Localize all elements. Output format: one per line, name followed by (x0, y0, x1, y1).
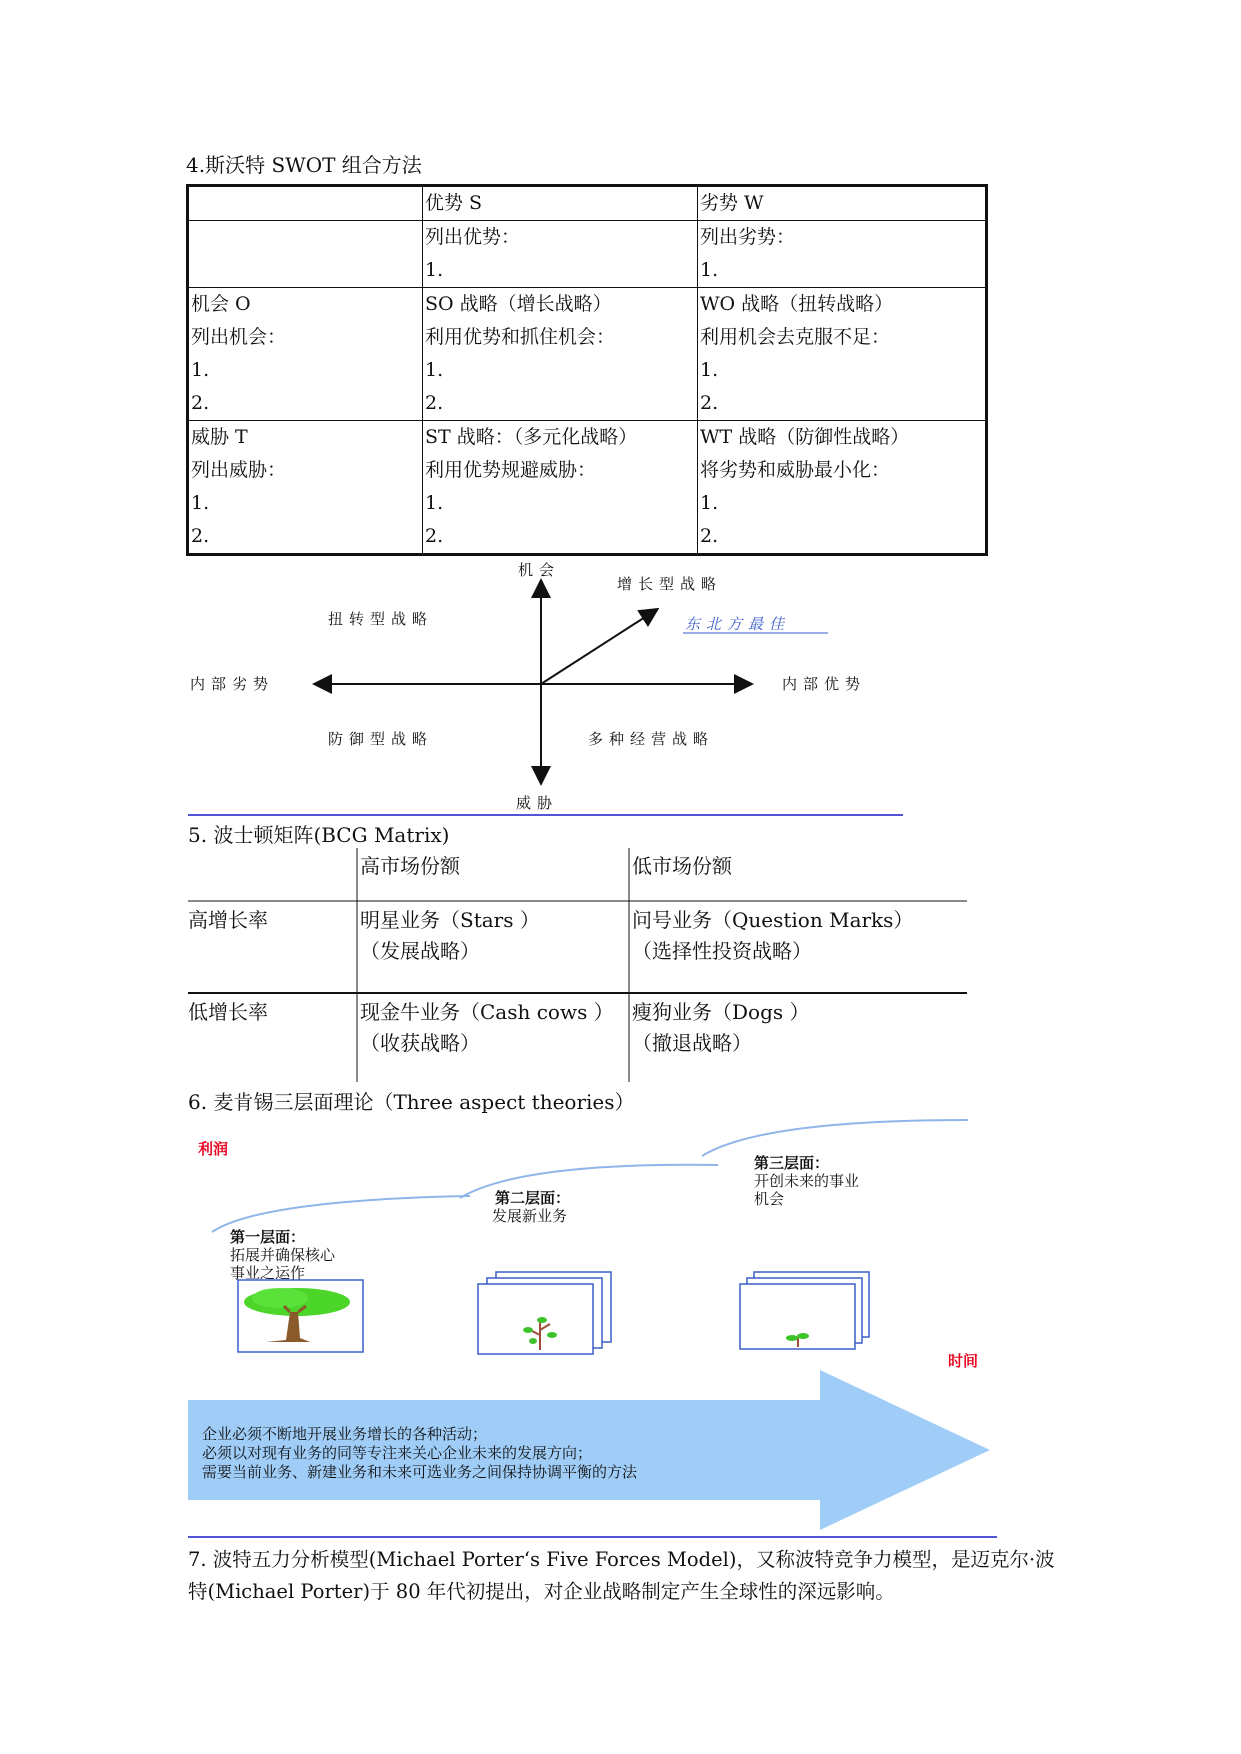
cell-line: WO 战略（扭转战略） (700, 293, 894, 315)
cell-line: 2. (425, 392, 444, 414)
cell-line: 1. (425, 259, 444, 281)
cell-line: 1. (700, 259, 719, 281)
horizon-1-title: 第一层面： (230, 1228, 306, 1246)
cell-line: 列出劣势： (700, 226, 796, 248)
best-direction-note: 东北方最佳 (685, 615, 791, 633)
horizon-1-desc-line: 拓展并确保核心 (230, 1246, 336, 1264)
cell-line: 利用优势规避威胁： (425, 459, 597, 481)
bcg-cash: 现金牛业务（Cash cows ） (360, 1000, 614, 1024)
quadrant-bottom-right: 多种经营战略 (588, 730, 715, 748)
bcg-row-high: 高增长率 (188, 908, 268, 932)
axis-label-bottom: 威胁 (516, 794, 559, 812)
time-label: 时间 (948, 1352, 979, 1370)
bcg-heading: 5. 波士顿矩阵(BCG Matrix) (188, 823, 450, 847)
horizon-3-title: 第三层面： (754, 1154, 830, 1172)
cell-line: 机会 O (191, 293, 251, 315)
axis-label-left: 内部劣势 (190, 675, 275, 693)
quadrant-top-left: 扭转型战略 (328, 610, 434, 628)
profit-label: 利润 (198, 1140, 229, 1158)
cell-line: 1. (425, 492, 444, 514)
cell-line: 1. (425, 359, 444, 381)
bcg-dogs: 瘦狗业务（Dogs ） (632, 1000, 810, 1024)
bcg-col-high: 高市场份额 (360, 854, 460, 878)
swot-header-s: 优势 S (423, 186, 698, 221)
horizon-1-desc-line: 事业之运作 (230, 1264, 306, 1282)
quadrant-bottom-left: 防御型战略 (328, 730, 434, 748)
axis-label-top: 机会 (518, 561, 561, 579)
horizon-2-card (478, 1284, 593, 1354)
cell-line: 1. (191, 492, 210, 514)
cell-line: 列出优势： (425, 226, 521, 248)
cell-line: 列出威胁： (191, 459, 287, 481)
bcg-dogs-strategy: （撤退战略） (632, 1031, 752, 1055)
arrow-text-line: 必须以对现有业务的同等专注来关心企业未来的发展方向； (202, 1444, 593, 1462)
porter-paragraph-line: 特(Michael Porter)于 80 年代初提出，对企业战略制定产生全球性的深远影响。 (188, 1580, 895, 1603)
cell-line: 2. (700, 525, 719, 547)
cell-line: ST 战略：（多元化战略） (425, 426, 638, 448)
cell-line: 列出机会： (191, 326, 287, 348)
cell-line: 2. (425, 525, 444, 547)
arrow-text-line: 需要当前业务、新建业务和未来可选业务之间保持协调平衡的方法 (202, 1463, 638, 1481)
quadrant-top-right: 增长型战略 (617, 575, 723, 593)
cell-line: 2. (191, 392, 210, 414)
bcg-row-low: 低增长率 (188, 1000, 268, 1024)
bcg-cash-strategy: （收获战略） (360, 1031, 480, 1055)
swot-header-w: 劣势 W (698, 186, 987, 221)
horizon-curve-3 (702, 1120, 968, 1156)
horizon-curve-1 (212, 1196, 470, 1232)
cell-line: 威胁 T (191, 426, 248, 448)
horizon-2-title: 第二层面： (495, 1189, 571, 1207)
cell-line: 将劣势和威胁最小化： (700, 459, 891, 481)
porter-paragraph-line: 7. 波特五力分析模型(Michael Porter‘s Five Forces Model)，又称波特竞争力模型，是迈克尔·波 (188, 1548, 1055, 1571)
cell-line: 利用机会去克服不足： (700, 326, 891, 348)
swot-heading: 4.斯沃特 SWOT 组合方法 (186, 153, 422, 177)
horizon-3-desc-line: 机会 (754, 1190, 785, 1208)
cell-line: SO 战略（增长战略） (425, 293, 612, 315)
cell-line: 2. (191, 525, 210, 547)
cell-line: 利用优势和抓住机会： (425, 326, 616, 348)
bcg-stars: 明星业务（Stars ） (360, 908, 540, 932)
cell-line: 1. (700, 492, 719, 514)
bcg-question: 问号业务（Question Marks） (632, 908, 914, 932)
horizon-3-desc-line: 开创未来的事业 (754, 1172, 860, 1190)
cell-line: WT 战略（防御性战略） (700, 426, 910, 448)
bcg-col-low: 低市场份额 (632, 854, 732, 878)
cell-line: 1. (700, 359, 719, 381)
horizons-heading: 6. 麦肯锡三层面理论（Three aspect theories） (188, 1090, 635, 1114)
bcg-stars-strategy: （发展战略） (360, 939, 480, 963)
cell-line: 1. (191, 359, 210, 381)
axis-label-right: 内部优势 (782, 675, 867, 693)
arrow-text-line: 企业必须不断地开展业务增长的各种活动； (202, 1425, 488, 1443)
horizon-2-desc-line: 发展新业务 (492, 1207, 568, 1225)
bcg-question-strategy: （选择性投资战略） (632, 939, 812, 963)
cell-line: 2. (700, 392, 719, 414)
